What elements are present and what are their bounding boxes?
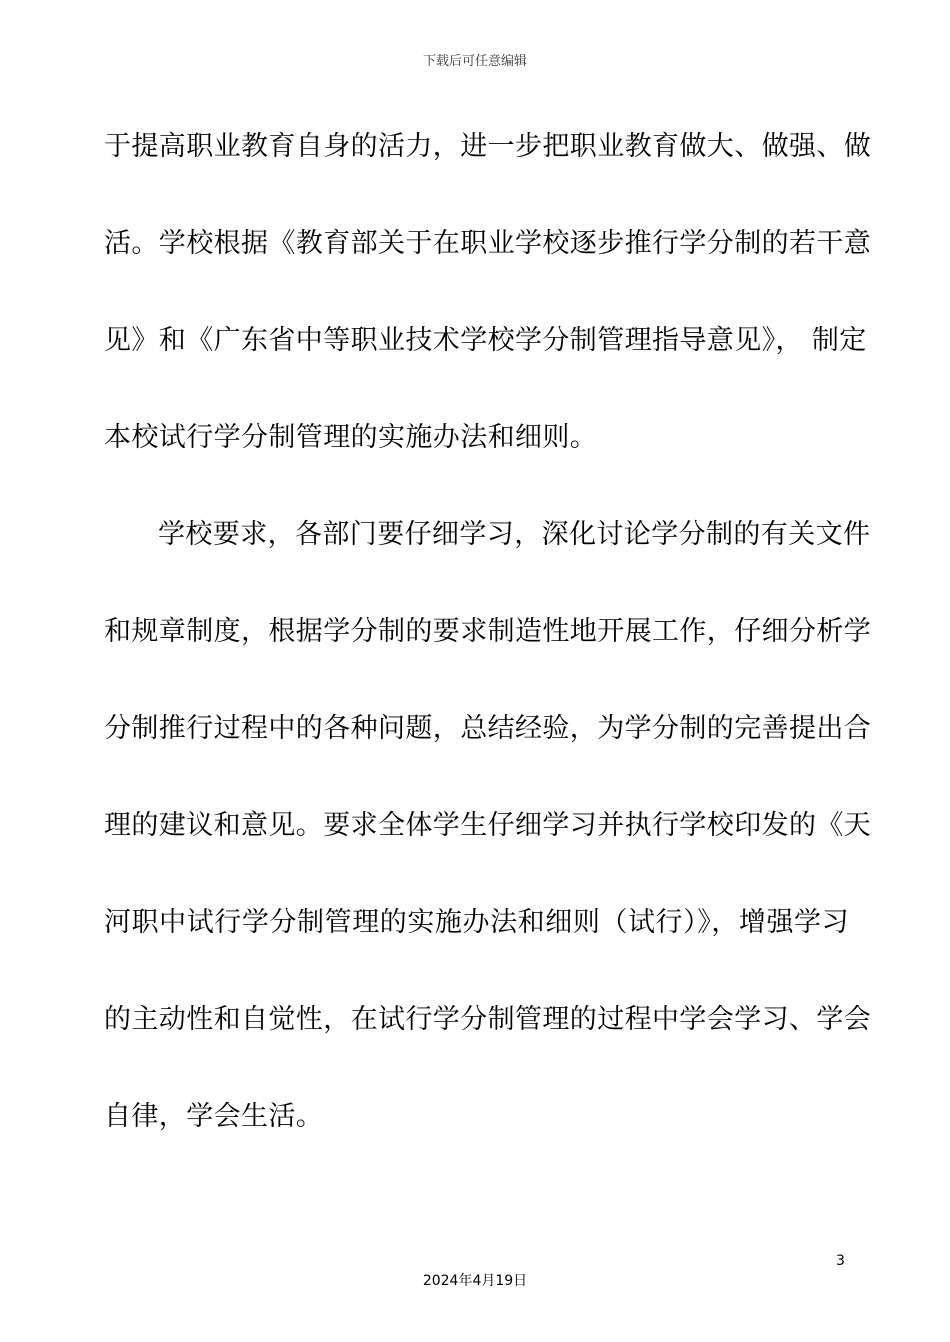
body-line-3: 见》和《广东省中等职业技术学校学分制管理指导意见》， 制定: [104, 325, 867, 356]
body-line-1: 于提高职业教育自身的活力，进一步把职业教育做大、做强、做: [104, 131, 872, 162]
document-body: [104, 122, 872, 1189]
footer-date: 2024年4月19日: [422, 1273, 528, 1289]
body-line-8: 理的建议和意见。要求全体学生仔细学习并执行学校印发的《天: [104, 810, 872, 841]
body-line-2: 活。学校根据《教育部关于在职业学校逐步推行学分制的若干意: [104, 228, 872, 259]
body-line-4: 本校试行学分制管理的实施办法和细则。: [104, 422, 598, 453]
page-number: 3: [836, 1253, 845, 1269]
page-header: 下载后可任意编辑: [422, 54, 527, 69]
body-line-7: 分制推行过程中的各种问题，总结经验，为学分制的完善提出合: [104, 713, 872, 744]
body-line-6: 和规章制度，根据学分制的要求制造性地开展工作，仔细分析学: [104, 616, 872, 647]
body-line-5: 学校要求，各部门要仔细学习，深化讨论学分制的有关文件: [158, 519, 871, 550]
body-line-10: 的主动性和自觉性，在试行学分制管理的过程中学会学习、学会: [104, 1004, 872, 1035]
body-line-9: 河职中试行学分制管理的实施办法和细则（试行）》，增强学习: [104, 907, 849, 938]
body-line-11: 自律，学会生活。: [104, 1101, 324, 1132]
